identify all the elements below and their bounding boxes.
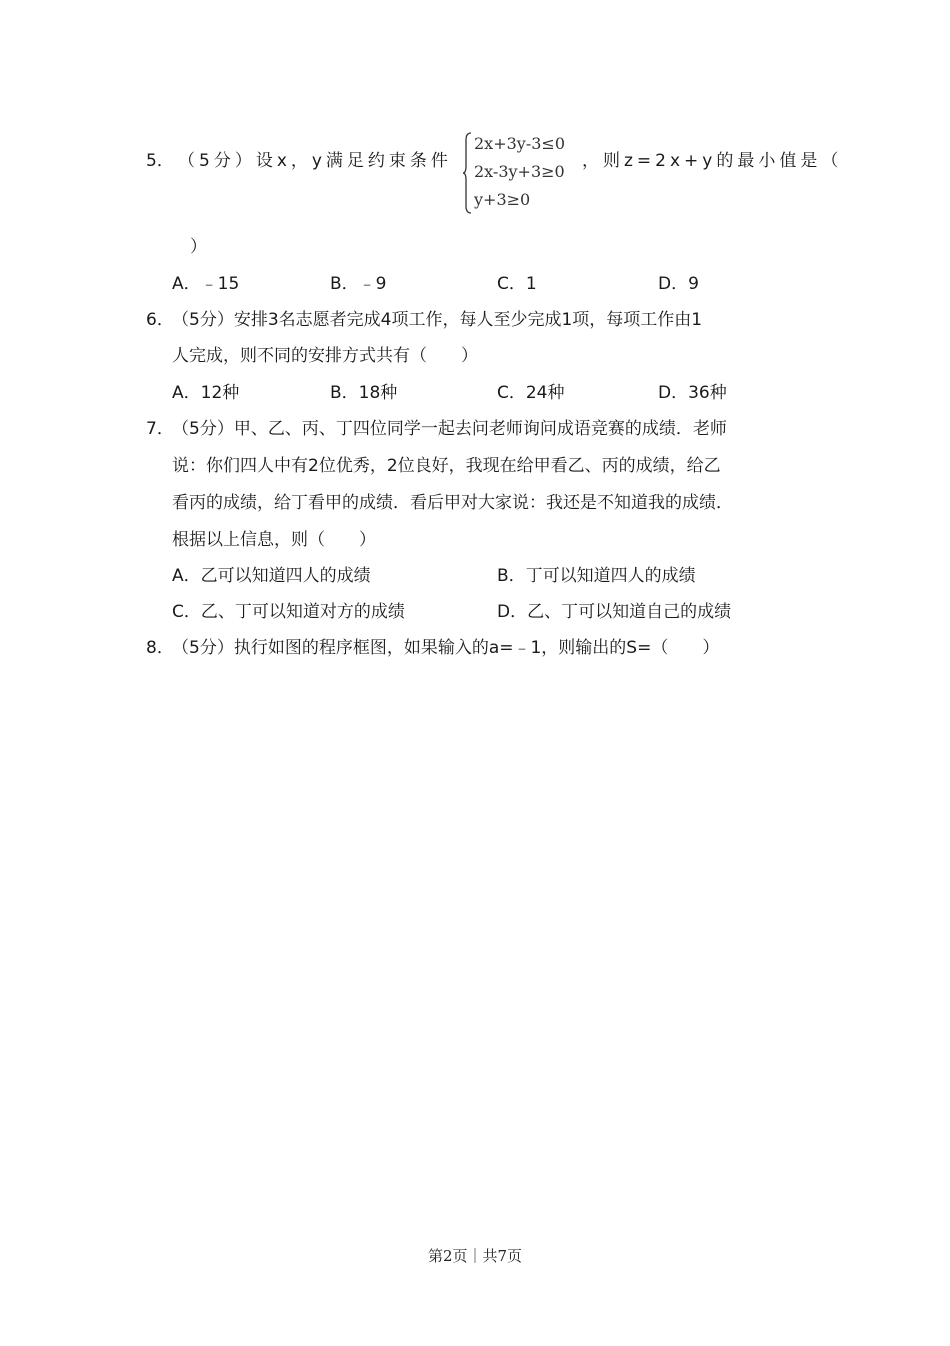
question-7-option-d[interactable]: D．乙、丁可以知道自己的成绩 (497, 602, 732, 622)
question-6-number: 6． (146, 310, 174, 330)
question-7-option-b[interactable]: B．丁可以知道四人的成绩 (497, 566, 696, 586)
question-5-text-continued: ，则z=2x+y的最小值是（ (582, 151, 843, 171)
question-7-text-line-1: （5分）甲、乙、丙、丁四位同学一起去问老师询问成语竞赛的成绩．老师 (172, 419, 727, 439)
question-6-option-a[interactable]: A．12种 (172, 383, 240, 403)
left-brace-icon (462, 132, 472, 214)
question-7-text-line-4: 根据以上信息，则（ ） (172, 530, 376, 550)
page-footer: 第2页｜共7页 (427, 1247, 523, 1265)
question-7-option-c[interactable]: C．乙、丁可以知道对方的成绩 (172, 602, 405, 622)
question-6-option-c[interactable]: C．24种 (497, 383, 565, 403)
constraint-system (462, 132, 582, 214)
question-5-option-b[interactable]: B．﹣9 (330, 274, 387, 294)
constraint-3: y+3≥0 (474, 190, 531, 209)
question-6-option-d[interactable]: D．36种 (658, 383, 727, 403)
constraint-1: 2x+3y-3≤0 (474, 134, 565, 153)
question-8-text: （5分）执行如图的程序框图，如果输入的a=﹣1，则输出的S=（ ） (172, 638, 720, 658)
question-5-text: （5分）设x，y满足约束条件 (178, 151, 452, 171)
question-7-text-line-2: 说：你们四人中有2位优秀，2位良好，我现在给甲看乙、丙的成绩，给乙 (172, 456, 721, 476)
question-8-number: 8． (146, 638, 174, 658)
question-7-text-line-3: 看丙的成绩，给丁看甲的成绩．看后甲对大家说：我还是不知道我的成绩． (172, 493, 733, 513)
question-5-number: 5． (146, 151, 174, 171)
question-5-option-a[interactable]: A．﹣15 (172, 274, 240, 294)
question-5-option-c[interactable]: C．1 (497, 274, 537, 294)
question-5-option-d[interactable]: D．9 (658, 274, 699, 294)
question-6-text-line-2: 人完成，则不同的安排方式共有（ ） (172, 346, 478, 366)
question-5-closing-paren: ） (190, 237, 207, 257)
question-7-option-a[interactable]: A．乙可以知道四人的成绩 (172, 566, 371, 586)
question-6-option-b[interactable]: B．18种 (330, 383, 398, 403)
question-6-text-line-1: （5分）安排3名志愿者完成4项工作，每人至少完成1项，每项工作由1 (172, 310, 703, 330)
question-7-number: 7． (146, 419, 174, 439)
constraint-2: 2x-3y+3≥0 (474, 162, 565, 181)
